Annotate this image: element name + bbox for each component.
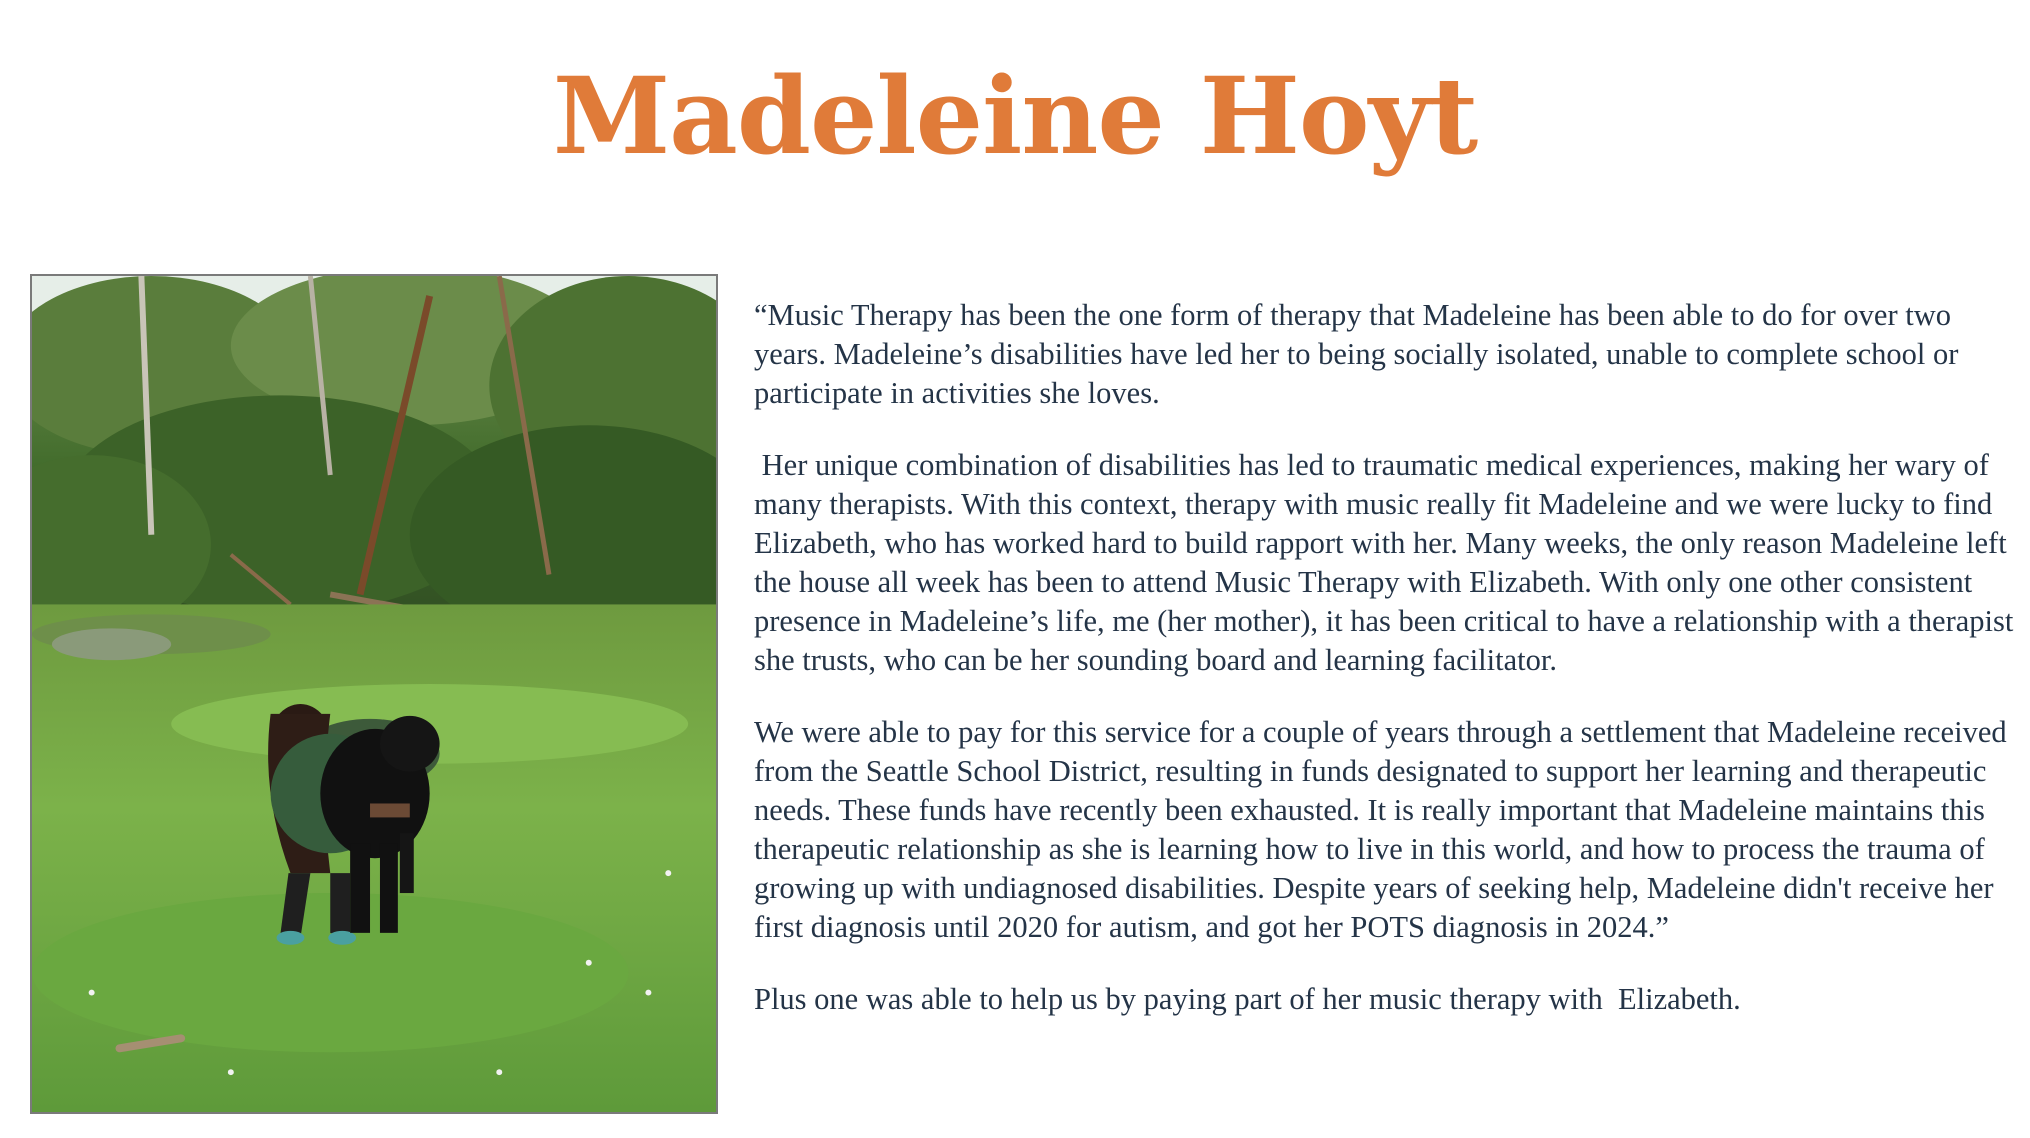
testimonial-text	[754, 296, 2022, 1052]
paragraph-2: Her unique combination of disabilities has led to traumatic medical experiences, making her wary of many therapists. With this context, therapy with music really fit Madeleine and we were lucky to find Elizabeth, who has worked hard to build rapport with her. Many weeks, the only reason Madeleine left the house all week has been to attend Music Therapy with Elizabeth. With only one other consistent presence in Madeleine’s life, me (her mother), it has been critical to have a relationship with a therapist she trusts, who can be her sounding board and learning facilitator.	[754, 448, 2021, 677]
paragraph-3: We were able to pay for this service for a couple of years through a settlement that Madeleine received from the Seattle School District, resulting in funds designated to support her learning and therapeutic needs. These funds have recently been exhausted. It is really important that Madeleine maintains this therapeutic relationship as she is learning how to live in this world, and how to process the trauma of growing up with undiagnosed disabilities. Despite years of seeking help, Madeleine didn't receive her first diagnosis until 2020 for autism, and got her POTS diagnosis in 2024.”	[754, 715, 2007, 944]
paragraph-1: “Music Therapy has been the one form of therapy that Madeleine has been able to do for over two years. Madeleine’s disabilities have led her to being socially isolated, unable to complete school or participate in activities she loves.	[754, 298, 1959, 410]
paragraph-4: Plus one was able to help us by paying part of her music therapy with Elizabeth.	[754, 982, 1741, 1016]
photo-image	[32, 276, 716, 1112]
photo	[30, 274, 718, 1114]
page-title: Madeleine Hoyt	[552, 53, 1478, 178]
